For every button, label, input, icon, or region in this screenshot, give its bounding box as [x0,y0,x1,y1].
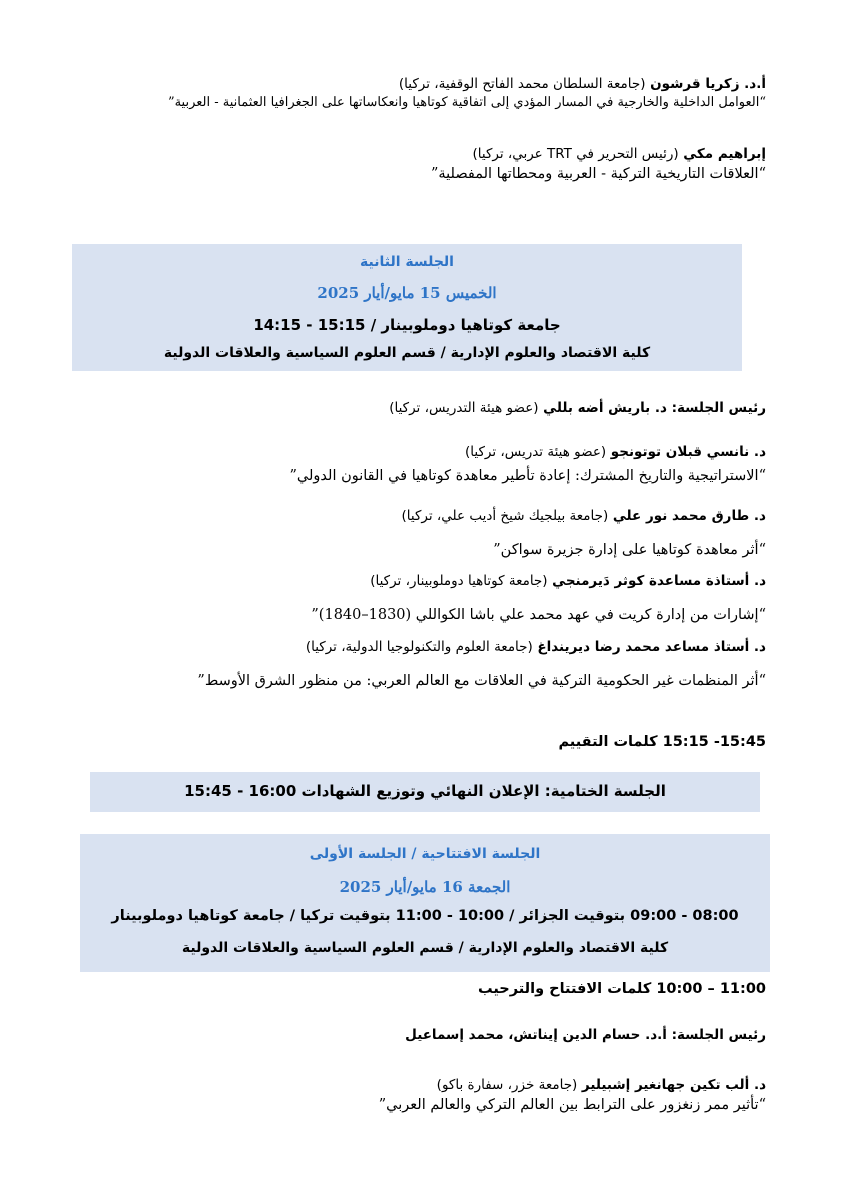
opening-session-box [80,834,770,972]
speaker-title: “الاستراتيجية والتاريخ المشترك: إعادة تأطير معاهدة كوتاهيا في القانون الدولي” [289,468,766,484]
speaker-affiliation: (جامعة العلوم والتكنولوجيا الدولية، تركيا) [305,639,533,655]
speaker-entry [60,144,766,184]
speaker-name: د. ألب تكين جهانغير إشبيلير [581,1077,766,1093]
speaker-entry [60,442,766,486]
speaker-entry [60,506,766,560]
speaker-title: “أثر معاهدة كوتاهيا على إدارة جزيرة سواكن” [493,542,766,558]
speaker-title: “العوامل الداخلية والخارجية في المسار المؤدي إلى اتفاقية كوتاهيا وانعكاساتها على الجغرافيا العثمانية - العربية” [167,95,766,110]
evaluation-line [60,732,766,752]
speaker-name: د. نانسي قبلان توتونجو [610,444,766,460]
opening-session-faculty: كلية الاقتصاد والعلوم الإدارية / قسم العلوم السياسية والعلاقات الدولية [181,940,669,956]
evaluation-text: 15:45- 15:15 كلمات التقييم [558,734,766,750]
chair-name: د. باريش أضه بللي [543,400,667,416]
speaker-name: إبراهيم مكي [683,146,766,162]
closing-session-text: الجلسة الختامية: الإعلان النهائي وتوزيع الشهادات 16:00 - 15:45 [184,782,666,800]
welcome-text: 11:00 – 10:00 كلمات الافتتاح والترحيب [478,981,766,997]
welcome-line [60,979,766,999]
chair-label: رئيس الجلسة: [671,400,766,416]
speaker-affiliation: (جامعة بيلجيك شيخ أديب علي، تركيا) [401,508,609,524]
session-header-box [72,244,742,371]
session-faculty: كلية الاقتصاد والعلوم الإدارية / قسم العلوم السياسية والعلاقات الدولية [163,345,651,361]
opening-chair [60,1025,766,1045]
speaker-name: د. طارق محمد نور علي [612,508,766,524]
session-date: الخميس 15 مايو/أيار 2025 [317,284,497,302]
session-label: الجلسة الثانية [360,254,454,270]
chair-affiliation: (عضو هيئة التدريس، تركيا) [389,400,539,416]
opening-session-time-place: 08:00 - 09:00 بتوقيت الجزائر / 10:00 - 11:00 بتوقيت تركيا / جامعة كوتاهيا دوملوبينار [111,908,739,924]
speaker-title: “تأثير ممر زنغزور على الترابط بين العالم التركي والعالم العربي” [378,1097,766,1113]
speaker-entry [60,74,766,112]
speaker-entry [60,1075,766,1115]
closing-session-box [90,772,760,812]
speaker-title: “العلاقات التاريخية التركية - العربية ومحطاتها المفصلية” [430,166,766,182]
speaker-affiliation: (عضو هيئة تدريس، تركيا) [465,444,607,460]
speaker-title: “أثر المنظمات غير الحكومية التركية في العلاقات مع العالم العربي: من منظور الشرق الأوسط” [197,673,766,689]
session-time-place: جامعة كوتاهيا دوملوبينار / 15:15 - 14:15 [253,316,561,334]
opening-chair-text: رئيس الجلسة: أ.د. حسام الدين إيناتش، محمد إسماعيل [405,1027,766,1043]
speaker-name: د. أستاذ مساعد محمد رضا ديرينداغ [537,639,766,655]
speaker-entry [60,571,766,625]
speaker-affiliation: (جامعة خزر، سفارة باكو) [436,1077,578,1093]
session-chair [60,398,766,418]
opening-session-date: الجمعة 16 مايو/أيار 2025 [339,878,511,896]
speaker-name: أ.د. زكريا قرشون [650,76,766,92]
speaker-affiliation: (جامعة كوتاهيا دوملوبينار، تركيا) [370,573,548,589]
speaker-entry [60,637,766,691]
opening-session-label: الجلسة الافتتاحية / الجلسة الأولى [309,846,541,862]
speaker-title: “إشارات من إدارة كريت في عهد محمد علي باشا الكواللي (1830–1840)” [311,607,766,623]
speaker-affiliation: (جامعة السلطان محمد الفاتح الوقفية، تركيا) [398,76,646,92]
speaker-affiliation: (رئيس التحرير في TRT عربي، تركيا) [472,146,679,162]
speaker-name: د. أستاذة مساعدة كوثر دَيرمنجي [552,573,766,589]
